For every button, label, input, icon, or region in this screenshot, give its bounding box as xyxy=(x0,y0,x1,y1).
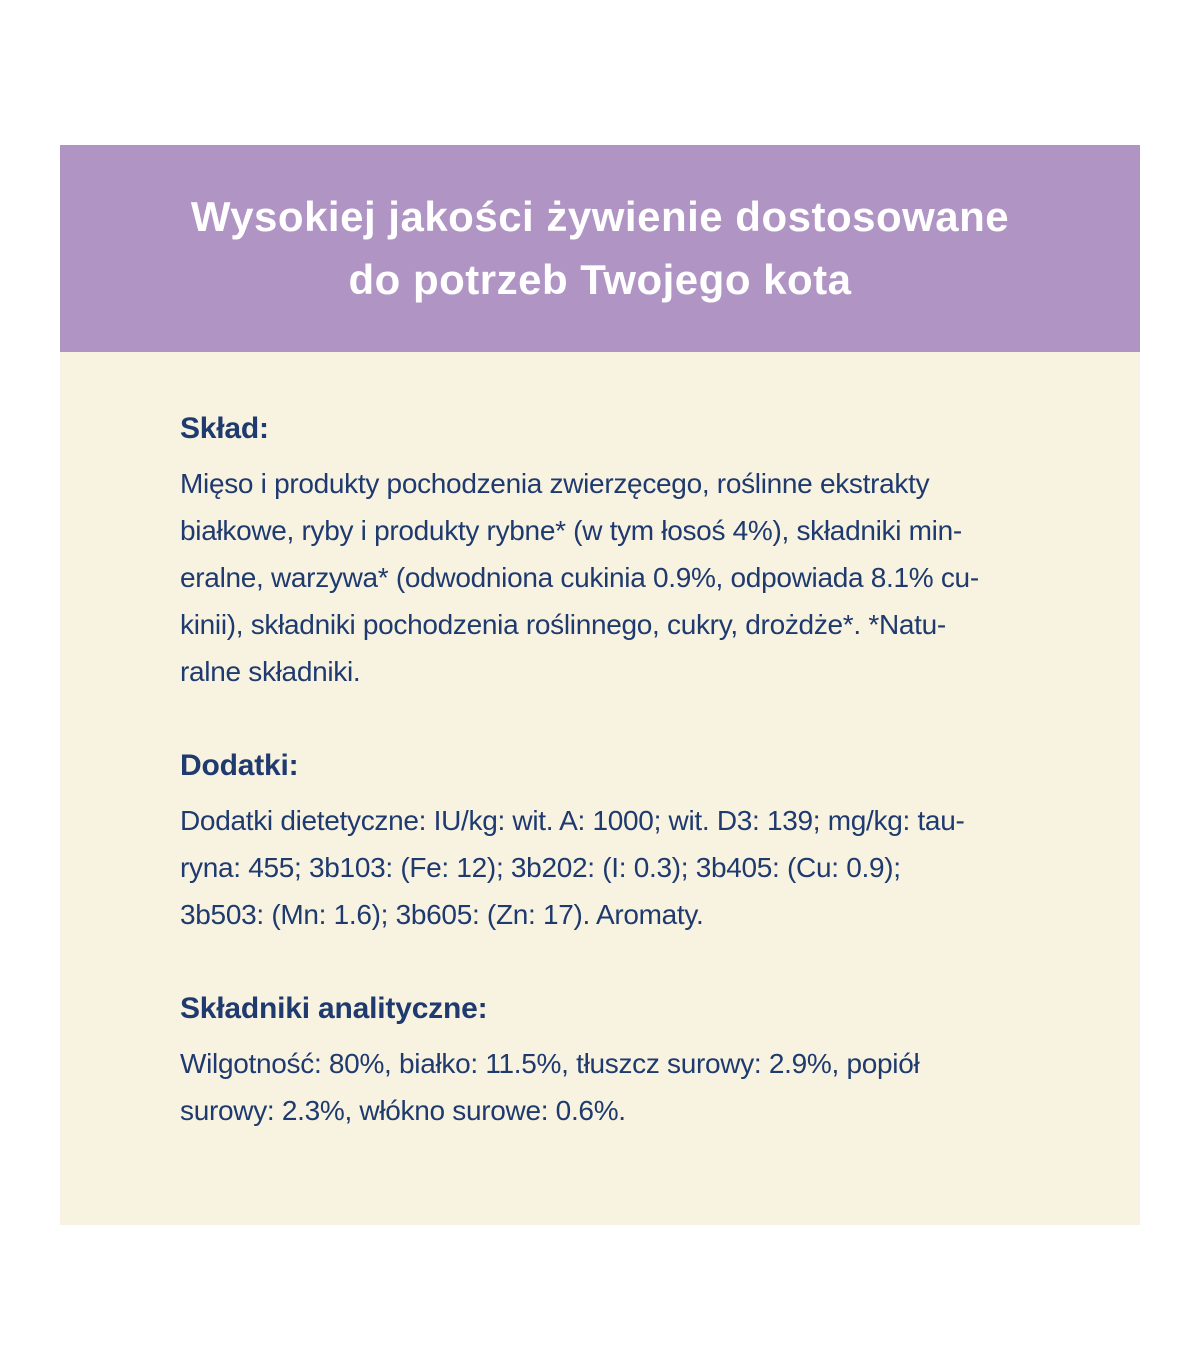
section-dodatki-heading: Dodatki: xyxy=(180,749,299,782)
section-skladniki-analityczne-heading: Składniki analityczne: xyxy=(180,992,488,1025)
text-line: Dodatki dietetyczne: IU/kg: wit. A: 1000; wit. D3: 139; mg/kg: tau- xyxy=(180,805,965,836)
text-line: kinii), składniki pochodzenia roślinnego, cukry, drożdże*. *Natu- xyxy=(180,609,946,640)
section-sklad xyxy=(180,410,1044,695)
section-sklad-heading: Skład: xyxy=(180,412,269,445)
text-line: ralne składniki. xyxy=(180,656,361,687)
text-line: 3b503: (Mn: 1.6); 3b605: (Zn: 17). Aromaty. xyxy=(180,899,704,930)
card-title xyxy=(191,186,1009,310)
nutrition-info-card xyxy=(60,145,1140,1225)
card-body xyxy=(60,352,1140,1134)
section-dodatki xyxy=(180,747,1044,938)
section-skladniki-analityczne xyxy=(180,990,1044,1134)
text-line: surowy: 2.3%, włókno surowe: 0.6%. xyxy=(180,1095,626,1126)
text-line: białkowe, ryby i produkty rybne* (w tym łosoś 4%), składniki min- xyxy=(180,515,962,546)
card-title-line-1: Wysokiej jakości żywienie dostosowane xyxy=(190,193,1010,241)
text-line: eralne, warzywa* (odwodniona cukinia 0.9%, odpowiada 8.1% cu- xyxy=(180,562,979,593)
text-line: ryna: 455; 3b103: (Fe: 12); 3b202: (I: 0.3); 3b405: (Cu: 0.9); xyxy=(180,852,901,883)
card-header-banner xyxy=(60,145,1140,352)
text-line: Wilgotność: 80%, białko: 11.5%, tłuszcz surowy: 2.9%, popiół xyxy=(180,1048,920,1079)
card-title-line-2: do potrzeb Twojego kota xyxy=(348,255,852,303)
text-line: Mięso i produkty pochodzenia zwierzęcego, roślinne ekstrakty xyxy=(180,468,930,499)
